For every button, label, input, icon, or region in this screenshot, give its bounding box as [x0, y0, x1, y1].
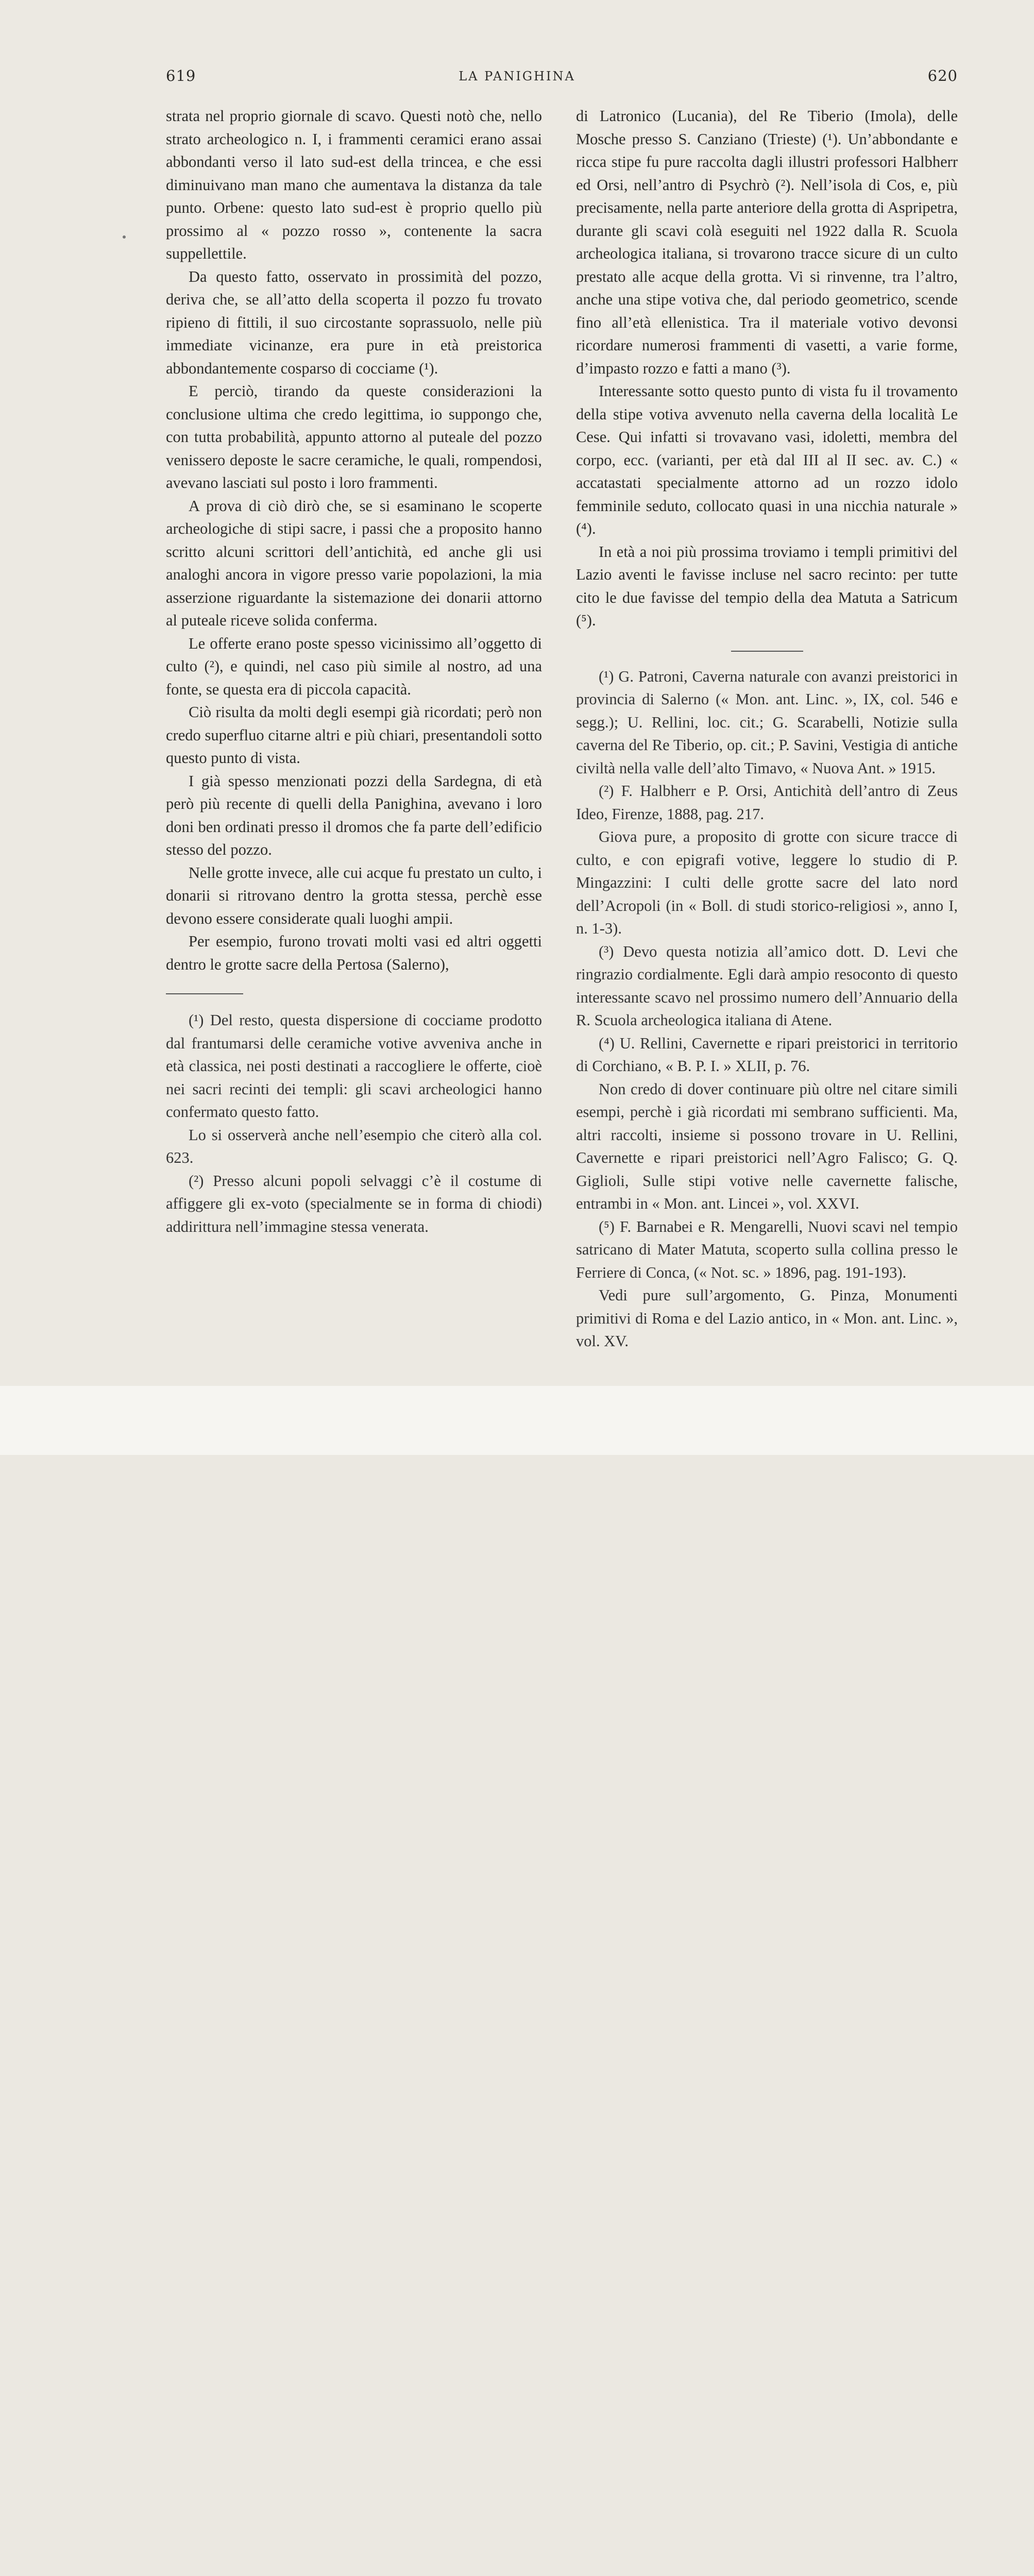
footnote: Lo si osserverà anche nell’esempio che citerò alla col. 623. — [166, 1126, 542, 1166]
footnote: (²) F. Halbherr e P. Orsi, Antichità dell’antro di Zeus Ideo, Firenze, 1888, pag. 217. — [576, 782, 958, 823]
paragraph: Da questo fatto, osservato in prossimità del pozzo, deriva che, se all’atto della scoperta il pozzo fu trovato ripieno di fittili, il suo circostante soprassuolo, nelle più immediate vicinanze, era pure in età preistorica abbondantemente cosparso di cocciame (¹). — [166, 267, 542, 377]
footnote: (¹) Del resto, questa dispersione di cocciame prodotto dal frantumarsi delle ceramiche votive avveniva anche in età classica, nei posti destinati a raccogliere le offerte, cioè nei sacri recinti dei templi: gli scavi archeologici hanno confermato questo fatto. — [166, 1011, 542, 1121]
paragraph: strata nel proprio giornale di scavo. Questi notò che, nello strato archeologico n. I, i frammenti ceramici erano assai abbondanti verso il lato sud-est della trincea, e che essi diminuivano man mano che aumentava la distanza da tale punto. Orbene: questo lato sud-est è proprio quello più prossimo al « pozzo rosso », contenente la sacra suppellettile. — [166, 107, 542, 262]
paragraph: di Latronico (Lucania), del Re Tiberio (Imola), delle Mosche presso S. Canziano (Trieste) (¹). Un’abbondante e ricca stipe fu pure raccolta dagli illustri professori Halbherr ed Orsi, nell’antro di Psychrò (²). Nell’isola di Cos, e, più precisamente, nella parte anteriore della grotta di Aspripetra, durante gli scavi colà eseguiti nel 1922 dalla R. Scuola archeologica italiana, si trovarono tracce sicure di un culto prestato alle acque della grotta. Vi si rinvenne, tra l’altro, anche una stipe votiva che, dal periodo geometrico, scende fino all’età ellenistica. Tra il materiale votivo devonsi ricordare numerosi frammenti di vasetti, a varie forme, d’impasto rozzo e fatti a mano (³). — [576, 107, 958, 377]
running-title: LA PANIGHINA — [459, 69, 575, 83]
column-number-right: 620 — [927, 67, 958, 84]
paragraph: Ciò risulta da molti degli esempi già ricordati; però non credo superfluo citarne altri e più chiari, presentandoli sotto questo punto di vista. — [166, 703, 542, 767]
footnote: Vedi pure sull’argomento, G. Pinza, Monumenti primitivi di Roma e del Lazio antico, in « Mon. ant. Linc. », vol. XV. — [576, 1286, 958, 1350]
left-column — [166, 105, 542, 1238]
footnote: (⁵) F. Barnabei e R. Mengarelli, Nuovi scavi nel tempio satricano di Mater Matuta, scoperto sulla collina presso le Ferriere di Conca, (« Not. sc. » 1896, pag. 191-193). — [576, 1217, 958, 1281]
paragraph: Le offerte erano poste spesso vicinissimo all’oggetto di culto (²), e quindi, nel caso più simile al nostro, ad una fonte, se questa era di piccola capacità. — [166, 634, 542, 698]
footnote-rule — [731, 651, 803, 652]
paragraph: E perciò, tirando da queste considerazioni la conclusione ultima che credo legittima, io suppongo che, con tutta probabilità, appunto attorno al puteale del pozzo venissero deposte le sacre ceramiche, le quali, rompendosi, avevano lasciati sul posto i loro frammenti. — [166, 382, 542, 492]
footnote: (²) Presso alcuni popoli selvaggi c’è il costume di affiggere gli ex-voto (specialmente se in forma di chiodi) addirittura nell’immagine stessa venerata. — [166, 1172, 542, 1235]
footnote: Giova pure, a proposito di grotte con sicure tracce di culto, e con epigrafi votive, leggere lo studio di P. Mingazzini: I culti delle grotte sacre del lato nord dell’Acropoli (in « Boll. di studi storico-religiosi », anno I, n. 1-3). — [576, 828, 958, 937]
footnote: (³) Devo questa notizia all’amico dott. D. Levi che ringrazio cordialmente. Egli darà ampio resoconto di questo interessante scavo nel prossimo numero dell’Annuario della R. Scuola archeologica italiana di Atene. — [576, 942, 958, 1029]
right-column — [576, 105, 958, 1353]
footnote: Non credo di dover continuare più oltre nel citare simili esempi, perchè i già ricordati mi sembrano sufficienti. Ma, altri raccolti, insieme si possono trovare in U. Rellini, Cavernette e ripari preistorici nell’Agro Falisco; G. Q. Giglioli, Sulle stipi votive nelle cavernette falische, entrambi in « Mon. ant. Lincei », vol. XXVI. — [576, 1080, 958, 1212]
footnote: (¹) G. Patroni, Caverna naturale con avanzi preistorici in provincia di Salerno (« Mon. ant. Linc. », IX, col. 546 e segg.); U. Rellini, loc. cit.; G. Scarabelli, Notizie sulla caverna del Re Tiberio, op. cit.; P. Savini, Vestigia di antiche civiltà nella valle dell’alto Timavo, « Nuova Ant. » 1915. — [576, 667, 958, 777]
paragraph: A prova di ciò dirò che, se si esaminano le scoperte archeologiche di stipi sacre, i passi che a proposito hanno scritto alcuni scrittori dell’antichità, ed anche gli usi analoghi ancora in vigore presso varie popolazioni, la mia asserzione riguardante la sistemazione dei donarii attorno al puteale riceve solida conferma. — [166, 497, 542, 629]
footnote-rule — [166, 993, 243, 994]
paragraph: Nelle grotte invece, alle cui acque fu prestato un culto, i donarii si ritrovano dentro la grotta stessa, perchè esse devono essere considerate quali luoghi ampii. — [166, 863, 542, 927]
paragraph: Per esempio, furono trovati molti vasi ed altri oggetti dentro le grotte sacre della Pertosa (Salerno), — [166, 933, 542, 973]
footnote: (⁴) U. Rellini, Cavernette e ripari preistorici in territorio di Corchiano, « B. P. I. » XLII, p. 76. — [576, 1034, 958, 1075]
viewer-footer — [0, 1386, 1034, 1455]
column-number-left: 619 — [166, 67, 196, 84]
paragraph: I già spesso menzionati pozzi della Sardegna, di età però più recente di quelli della Panighina, avevano i loro doni ben ordinati presso il dromos che fa parte dell’edificio stesso del pozzo. — [166, 772, 542, 858]
margin-mark — [123, 235, 126, 239]
paragraph: Interessante sotto questo punto di vista fu il trovamento della stipe votiva avvenuto nella caverna della località Le Cese. Qui infatti si trovavano vasi, idoletti, membra del corpo, ecc. (varianti, per età dal III al II sec. av. C.) « accatastati specialmente attorno ad un rozzo idolo femminile seduto, collocato quasi in una nicchia naturale » (⁴). — [576, 382, 958, 537]
paragraph: In età a noi più prossima troviamo i templi primitivi del Lazio aventi le favisse incluse nel sacro recinto: per tutte cito le due favisse del tempio della dea Matuta a Satricum (⁵). — [576, 543, 958, 629]
